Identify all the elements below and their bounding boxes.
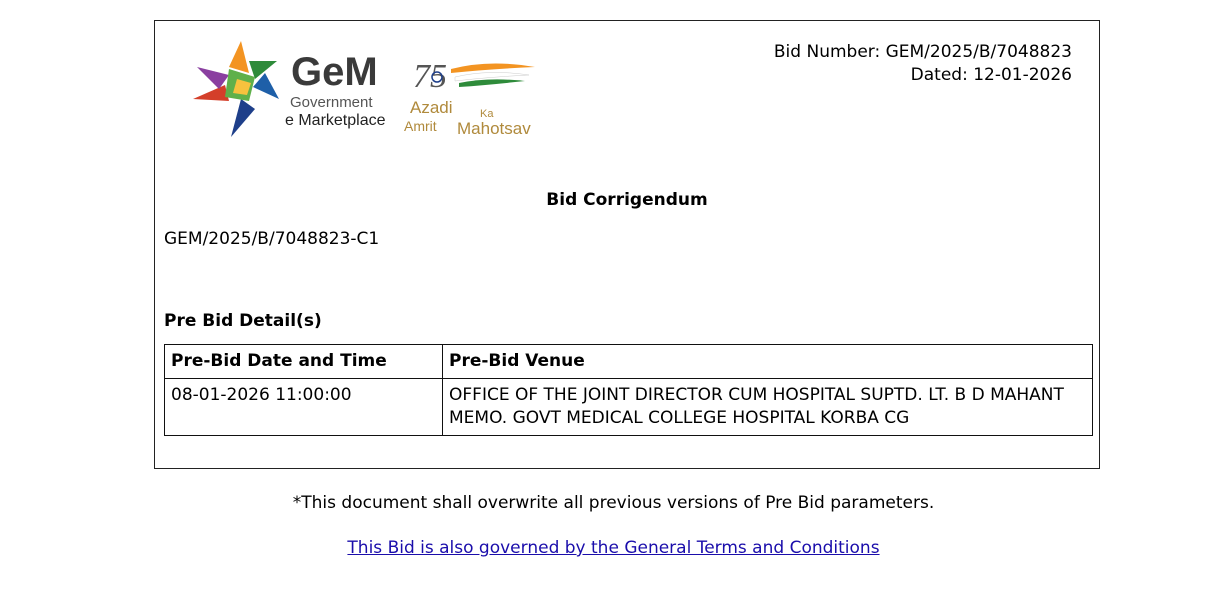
pre-bid-heading: Pre Bid Detail(s) — [164, 311, 322, 331]
gem-wordmark: GeM — [291, 50, 378, 94]
document-title: Bid Corrigendum — [546, 190, 708, 210]
azadi-75-number: 75 — [413, 58, 447, 95]
overwrite-note: *This document shall overwrite all previous versions of Pre Bid parameters. — [292, 493, 935, 513]
flag-green-stripe — [459, 79, 525, 87]
flag-saffron-stripe — [451, 63, 535, 73]
column-header-venue: Pre-Bid Venue — [443, 345, 1093, 379]
pre-bid-table — [164, 344, 1093, 436]
bid-number: Bid Number: GEM/2025/B/7048823 — [773, 42, 1072, 62]
ka-word: Ka — [480, 108, 494, 120]
table-row — [165, 379, 1093, 436]
document-frame — [154, 20, 1100, 469]
table-header-row — [165, 345, 1093, 379]
cell-date-time: 08-01-2026 11:00:00 — [165, 379, 443, 436]
column-header-date-time: Pre-Bid Date and Time — [165, 345, 443, 379]
gem-line-marketplace: e Marketplace — [285, 112, 386, 129]
azadi-emblem — [404, 58, 535, 138]
bid-meta — [774, 41, 1072, 87]
logo-block — [189, 39, 569, 139]
azadi-word: Azadi — [410, 98, 453, 117]
logo-graphic — [189, 39, 569, 139]
bid-dated: Dated: 12-01-2026 — [910, 65, 1072, 85]
corrigendum-id: GEM/2025/B/7048823-C1 — [164, 229, 380, 249]
terms-link-container — [0, 538, 1227, 558]
general-terms-link[interactable]: This Bid is also governed by the General Terms and Conditions — [347, 538, 880, 558]
cell-venue: OFFICE OF THE JOINT DIRECTOR CUM HOSPITAL SUPTD. LT. B D MAHANT MEMO. GOVT MEDICAL COLLEGE HOSPITAL KORBA CG — [443, 379, 1093, 436]
mahotsav-word: Mahotsav — [457, 119, 531, 138]
gem-line-government: Government — [290, 94, 373, 111]
amrit-word: Amrit — [404, 118, 437, 134]
gem-star-logo — [193, 41, 279, 137]
